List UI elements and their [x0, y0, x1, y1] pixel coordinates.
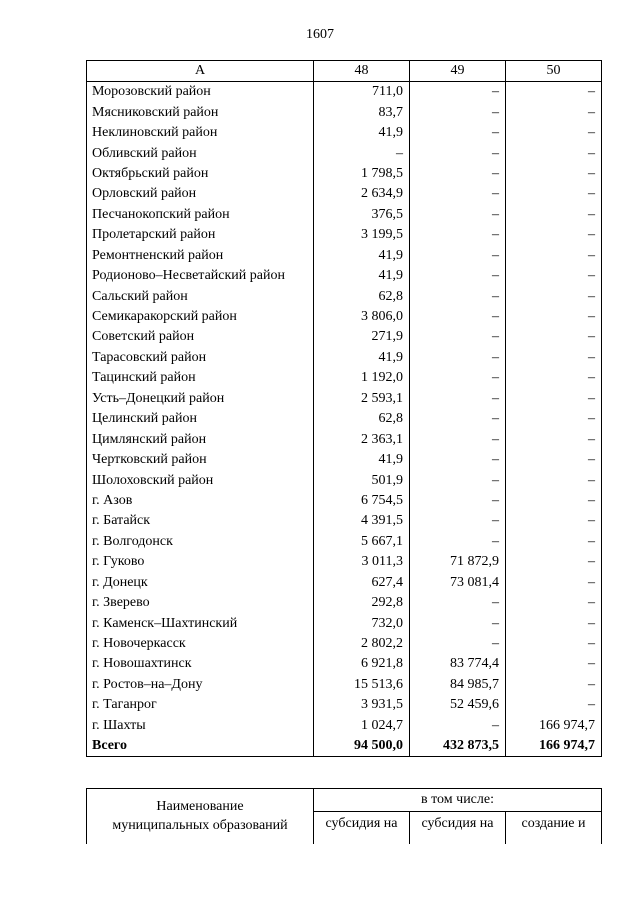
value-50-cell: – [506, 327, 602, 347]
table-row [87, 634, 602, 654]
value-49-cell: – [410, 205, 506, 225]
municipality-name-cell: г. Зверево [87, 593, 314, 613]
value-50-cell: – [506, 675, 602, 695]
municipality-name-cell: Мясниковский район [87, 102, 314, 122]
value-50-cell: – [506, 613, 602, 633]
value-48-cell: 1 024,7 [314, 716, 410, 736]
value-48-cell: 15 513,6 [314, 675, 410, 695]
value-48-cell: 5 667,1 [314, 532, 410, 552]
value-49-cell: 52 459,6 [410, 695, 506, 715]
municipality-name-header [87, 789, 314, 845]
table-row [87, 368, 602, 388]
total-label-cell: Всего [87, 736, 314, 757]
municipality-name-cell: Сальский район [87, 286, 314, 306]
page-number: 1607 [306, 27, 334, 42]
municipality-name-cell: Октябрьский район [87, 164, 314, 184]
value-50-cell: – [506, 511, 602, 531]
municipality-name-cell: г. Волгодонск [87, 532, 314, 552]
municipality-name-cell: Тацинский район [87, 368, 314, 388]
municipality-name-cell: Пролетарский район [87, 225, 314, 245]
value-50-cell: – [506, 450, 602, 470]
value-48-cell: 732,0 [314, 613, 410, 633]
value-48-cell: 41,9 [314, 450, 410, 470]
value-50-cell: – [506, 307, 602, 327]
value-49-cell: 71 872,9 [410, 552, 506, 572]
municipality-name-cell: Морозовский район [87, 82, 314, 103]
value-50-cell: – [506, 225, 602, 245]
value-50-cell: – [506, 593, 602, 613]
value-49-cell: – [410, 143, 506, 163]
municipality-name-cell: Песчанокопский район [87, 205, 314, 225]
value-48-cell: 3 806,0 [314, 307, 410, 327]
value-49-cell: – [410, 634, 506, 654]
table-row [87, 225, 602, 245]
value-49-cell: 73 081,4 [410, 573, 506, 593]
value-48-cell: 711,0 [314, 82, 410, 103]
value-50-cell: – [506, 552, 602, 572]
value-48-cell: 2 802,2 [314, 634, 410, 654]
table-row [87, 654, 602, 674]
value-49-cell: – [410, 246, 506, 266]
table-row [87, 123, 602, 143]
value-49-cell: – [410, 409, 506, 429]
value-49-cell: – [410, 225, 506, 245]
municipality-name-cell: Неклиновский район [87, 123, 314, 143]
table-row [87, 613, 602, 633]
table-row [87, 716, 602, 736]
value-48-cell: 41,9 [314, 246, 410, 266]
column-header-50: 50 [506, 61, 602, 82]
table-row [87, 307, 602, 327]
value-49-cell: – [410, 307, 506, 327]
value-50-cell: – [506, 368, 602, 388]
value-48-cell: 2 593,1 [314, 389, 410, 409]
table-row [87, 102, 602, 122]
value-50-cell: – [506, 184, 602, 204]
value-48-cell: 62,8 [314, 409, 410, 429]
value-49-cell: – [410, 327, 506, 347]
value-49-cell: – [410, 389, 506, 409]
table-row [87, 164, 602, 184]
column-header-a: А [87, 61, 314, 82]
total-value-50-cell: 166 974,7 [506, 736, 602, 757]
table-row [87, 286, 602, 306]
municipality-name-cell: Орловский район [87, 184, 314, 204]
value-50-cell: – [506, 573, 602, 593]
table-row [87, 450, 602, 470]
value-48-cell: 3 931,5 [314, 695, 410, 715]
value-48-cell: 376,5 [314, 205, 410, 225]
municipality-name-cell: Целинский район [87, 409, 314, 429]
table-row [87, 389, 602, 409]
value-50-cell: – [506, 164, 602, 184]
municipality-name-cell: Цимлянский район [87, 429, 314, 449]
value-48-cell: 83,7 [314, 102, 410, 122]
value-49-cell: – [410, 348, 506, 368]
value-50-cell: – [506, 205, 602, 225]
value-49-cell: – [410, 470, 506, 490]
table-row [87, 532, 602, 552]
sub-header-3: создание и [506, 812, 602, 845]
sub-header-2: субсидия на [410, 812, 506, 845]
value-50-cell: 166 974,7 [506, 716, 602, 736]
value-49-cell: – [410, 716, 506, 736]
value-49-cell: – [410, 164, 506, 184]
municipality-name-cell: Обливский район [87, 143, 314, 163]
value-48-cell: 3 011,3 [314, 552, 410, 572]
value-49-cell: – [410, 123, 506, 143]
value-48-cell: 2 634,9 [314, 184, 410, 204]
value-49-cell: – [410, 613, 506, 633]
table-row [87, 470, 602, 490]
value-49-cell: – [410, 286, 506, 306]
table-row [87, 429, 602, 449]
table-row [87, 143, 602, 163]
value-49-cell: – [410, 184, 506, 204]
value-48-cell: 3 199,5 [314, 225, 410, 245]
municipality-name-cell: Ремонтненский район [87, 246, 314, 266]
municipality-name-cell: г. Каменск–Шахтинский [87, 613, 314, 633]
sub-header-1: субсидия на [314, 812, 410, 845]
column-header-48: 48 [314, 61, 410, 82]
municipality-name-cell: Родионово–Несветайский район [87, 266, 314, 286]
municipality-name-cell: Шолоховский район [87, 470, 314, 490]
table-row [87, 409, 602, 429]
value-50-cell: – [506, 102, 602, 122]
municipality-name-cell: г. Азов [87, 491, 314, 511]
next-table-header-row-1 [87, 789, 602, 812]
municipality-name-cell: Тарасовский район [87, 348, 314, 368]
table-row [87, 246, 602, 266]
value-50-cell: – [506, 695, 602, 715]
table-row [87, 491, 602, 511]
value-49-cell: – [410, 368, 506, 388]
table-row [87, 327, 602, 347]
value-48-cell: 627,4 [314, 573, 410, 593]
municipality-name-cell: Усть–Донецкий район [87, 389, 314, 409]
municipality-name-cell: г. Ростов–на–Дону [87, 675, 314, 695]
total-row [87, 736, 602, 757]
value-50-cell: – [506, 286, 602, 306]
column-header-49: 49 [410, 61, 506, 82]
table-row [87, 82, 602, 103]
value-50-cell: – [506, 143, 602, 163]
municipality-name-header-line-2: муниципальных образований [112, 818, 288, 833]
municipality-name-cell: г. Донецк [87, 573, 314, 593]
value-50-cell: – [506, 634, 602, 654]
value-50-cell: – [506, 348, 602, 368]
table-row [87, 552, 602, 572]
municipality-name-cell: г. Новочеркасск [87, 634, 314, 654]
value-50-cell: – [506, 409, 602, 429]
value-48-cell: 6 921,8 [314, 654, 410, 674]
value-50-cell: – [506, 266, 602, 286]
value-49-cell: – [410, 266, 506, 286]
municipality-name-cell: Советский район [87, 327, 314, 347]
table-header-row [87, 61, 602, 82]
table-row [87, 511, 602, 531]
table-body [87, 82, 602, 757]
next-table-header [86, 788, 602, 844]
value-48-cell: 1 798,5 [314, 164, 410, 184]
value-49-cell: 84 985,7 [410, 675, 506, 695]
value-48-cell: 271,9 [314, 327, 410, 347]
municipality-name-cell: г. Таганрог [87, 695, 314, 715]
value-50-cell: – [506, 123, 602, 143]
table-row [87, 675, 602, 695]
municipality-name-cell: г. Новошахтинск [87, 654, 314, 674]
value-48-cell: 62,8 [314, 286, 410, 306]
value-48-cell: 501,9 [314, 470, 410, 490]
value-49-cell: – [410, 511, 506, 531]
table-row [87, 348, 602, 368]
value-49-cell: – [410, 82, 506, 103]
value-49-cell: – [410, 102, 506, 122]
table-row [87, 593, 602, 613]
value-50-cell: – [506, 654, 602, 674]
total-value-49-cell: 432 873,5 [410, 736, 506, 757]
total-value-48-cell: 94 500,0 [314, 736, 410, 757]
value-49-cell: – [410, 429, 506, 449]
value-49-cell: 83 774,4 [410, 654, 506, 674]
value-49-cell: – [410, 532, 506, 552]
table-row [87, 573, 602, 593]
municipality-name-cell: Семикаракорский район [87, 307, 314, 327]
value-50-cell: – [506, 82, 602, 103]
value-50-cell: – [506, 532, 602, 552]
table-row [87, 695, 602, 715]
value-48-cell: 41,9 [314, 266, 410, 286]
table-row [87, 266, 602, 286]
value-49-cell: – [410, 491, 506, 511]
value-48-cell: 41,9 [314, 123, 410, 143]
value-50-cell: – [506, 246, 602, 266]
municipality-name-cell: г. Гуково [87, 552, 314, 572]
value-48-cell: 1 192,0 [314, 368, 410, 388]
municipality-name-header-line-1: Наименование [156, 799, 244, 814]
municipality-name-cell: Чертковский район [87, 450, 314, 470]
value-48-cell: – [314, 143, 410, 163]
value-49-cell: – [410, 593, 506, 613]
table-row [87, 205, 602, 225]
municipality-name-cell: г. Батайск [87, 511, 314, 531]
value-48-cell: 2 363,1 [314, 429, 410, 449]
value-48-cell: 4 391,5 [314, 511, 410, 531]
municipality-name-cell: г. Шахты [87, 716, 314, 736]
table-row [87, 184, 602, 204]
value-50-cell: – [506, 389, 602, 409]
value-50-cell: – [506, 429, 602, 449]
including-header: в том числе: [314, 789, 602, 812]
value-48-cell: 6 754,5 [314, 491, 410, 511]
value-50-cell: – [506, 470, 602, 490]
value-49-cell: – [410, 450, 506, 470]
value-48-cell: 292,8 [314, 593, 410, 613]
subsidy-table [86, 60, 602, 757]
value-50-cell: – [506, 491, 602, 511]
value-48-cell: 41,9 [314, 348, 410, 368]
